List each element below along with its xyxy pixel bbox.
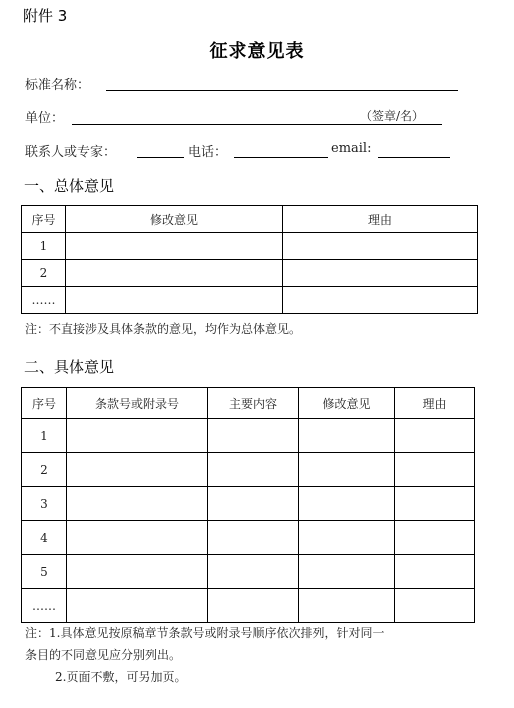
row-serial: ……	[22, 287, 66, 314]
table-row	[22, 233, 478, 260]
revision-cell[interactable]	[66, 260, 283, 287]
standard-name-field[interactable]	[106, 90, 458, 91]
revision-cell[interactable]	[299, 487, 395, 521]
seal-label: （签章/名）	[360, 109, 425, 123]
row-serial: 2	[22, 453, 67, 487]
reason-cell[interactable]	[395, 453, 475, 487]
row-serial: 1	[22, 233, 66, 260]
clause-cell[interactable]	[67, 589, 208, 623]
unit-label: 单位：	[25, 111, 65, 126]
content-cell[interactable]	[208, 589, 299, 623]
table-row	[22, 487, 475, 521]
col-header-revision: 修改意见	[299, 388, 395, 419]
revision-cell[interactable]	[299, 555, 395, 589]
section1-heading: 一、总体意见	[24, 177, 115, 195]
table-row	[22, 287, 478, 314]
contact-label: 联系人或专家：	[25, 145, 117, 160]
table-row	[22, 521, 475, 555]
revision-cell[interactable]	[299, 521, 395, 555]
attachment-label: 附件 3	[23, 7, 68, 25]
email-field[interactable]	[378, 157, 450, 158]
table-row	[22, 419, 475, 453]
standard-name-label: 标准名称：	[25, 78, 91, 93]
section2-heading: 二、具体意见	[24, 358, 115, 376]
revision-cell[interactable]	[299, 453, 395, 487]
note2: 2.页面不敷，可另加页。	[55, 670, 187, 684]
content-cell[interactable]	[208, 487, 299, 521]
contact-field[interactable]	[137, 157, 184, 158]
table-row	[22, 555, 475, 589]
col-header-revision: 修改意见	[66, 206, 283, 233]
row-serial: 5	[22, 555, 67, 589]
table-row	[22, 453, 475, 487]
content-cell[interactable]	[208, 419, 299, 453]
unit-field[interactable]	[72, 124, 442, 125]
row-serial: ……	[22, 589, 67, 623]
col-header-clause: 条款号或附录号	[67, 388, 208, 419]
col-header-serial: 序号	[22, 206, 66, 233]
note1-line2: 条目的不同意见应分别列出。	[25, 648, 182, 662]
row-serial: 4	[22, 521, 67, 555]
clause-cell[interactable]	[67, 521, 208, 555]
revision-cell[interactable]	[66, 233, 283, 260]
reason-cell[interactable]	[283, 287, 478, 314]
col-header-reason: 理由	[395, 388, 475, 419]
reason-cell[interactable]	[283, 260, 478, 287]
table-row	[22, 260, 478, 287]
revision-cell[interactable]	[299, 419, 395, 453]
clause-cell[interactable]	[67, 555, 208, 589]
table-row	[22, 589, 475, 623]
reason-cell[interactable]	[395, 589, 475, 623]
specific-opinion-table	[21, 387, 475, 623]
clause-cell[interactable]	[67, 419, 208, 453]
table-header-row	[22, 206, 478, 233]
revision-cell[interactable]	[299, 589, 395, 623]
phone-field[interactable]	[234, 157, 328, 158]
content-cell[interactable]	[208, 453, 299, 487]
content-cell[interactable]	[208, 555, 299, 589]
revision-cell[interactable]	[66, 287, 283, 314]
section2-note	[25, 622, 485, 688]
clause-cell[interactable]	[67, 453, 208, 487]
form-title: 征求意见表	[209, 41, 305, 62]
clause-cell[interactable]	[67, 487, 208, 521]
table-header-row	[22, 388, 475, 419]
reason-cell[interactable]	[395, 521, 475, 555]
reason-cell[interactable]	[395, 555, 475, 589]
row-serial: 2	[22, 260, 66, 287]
reason-cell[interactable]	[395, 487, 475, 521]
col-header-serial: 序号	[22, 388, 67, 419]
section1-note: 注：不直接涉及具体条款的意见，均作为总体意见。	[25, 322, 302, 336]
reason-cell[interactable]	[395, 419, 475, 453]
general-opinion-table	[21, 205, 478, 314]
col-header-reason: 理由	[283, 206, 478, 233]
note1-line1: 注：1.具体意见按原稿章节条款号或附录号顺序依次排列，针对同一	[25, 626, 385, 640]
content-cell[interactable]	[208, 521, 299, 555]
row-serial: 1	[22, 419, 67, 453]
reason-cell[interactable]	[283, 233, 478, 260]
phone-label: 电话：	[188, 145, 228, 160]
row-serial: 3	[22, 487, 67, 521]
email-label: email:	[331, 141, 372, 156]
col-header-content: 主要内容	[208, 388, 299, 419]
